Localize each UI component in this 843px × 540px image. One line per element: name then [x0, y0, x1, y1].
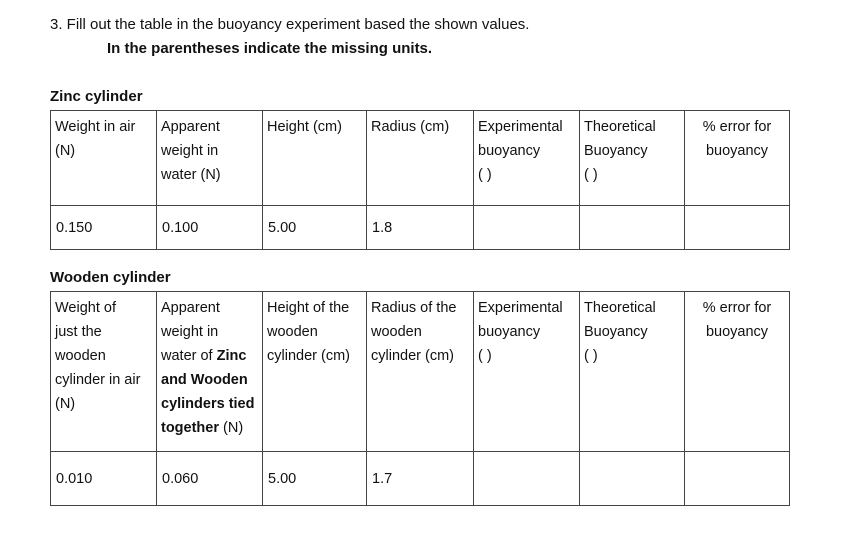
wooden-percent-error-cell[interactable]	[685, 452, 790, 506]
wooden-header-radius: Radius of the wooden cylinder (cm)	[367, 292, 474, 452]
zinc-header-height: Height (cm)	[263, 111, 367, 206]
wooden-header-apparent-weight: Apparent weight in water of Zinc and Wooden cylinders tied together (N)	[157, 292, 263, 452]
zinc-header-radius: Radius (cm)	[367, 111, 474, 206]
zinc-header-weight-air: Weight in air (N)	[51, 111, 157, 206]
wooden-radius-value: 1.7	[367, 452, 474, 506]
zinc-experimental-buoyancy-cell[interactable]	[474, 206, 580, 250]
zinc-header-row	[51, 111, 790, 206]
zinc-radius-value: 1.8	[367, 206, 474, 250]
wooden-apparent-weight-value: 0.060	[157, 452, 263, 506]
wooden-height-value: 5.00	[263, 452, 367, 506]
zinc-theoretical-buoyancy-cell[interactable]	[580, 206, 685, 250]
wooden-theoretical-buoyancy-cell[interactable]	[580, 452, 685, 506]
wooden-header-weight-air: Weight of just the wooden cylinder in air (N)	[51, 292, 157, 452]
zinc-height-value: 5.00	[263, 206, 367, 250]
wooden-weight-air-value: 0.010	[51, 452, 157, 506]
question-instruction: In the parentheses indicate the missing units.	[107, 40, 433, 57]
wooden-experimental-buoyancy-cell[interactable]	[474, 452, 580, 506]
zinc-percent-error-cell[interactable]	[685, 206, 790, 250]
zinc-header-percent-error: % error for buoyancy	[685, 111, 790, 206]
wooden-header-height: Height of the wooden cylinder (cm)	[263, 292, 367, 452]
wooden-header-row	[51, 292, 790, 452]
wooden-table	[50, 291, 790, 506]
zinc-header-experimental-buoyancy: Experimental buoyancy ( )	[474, 111, 580, 206]
zinc-cylinder-label: Zinc cylinder	[50, 88, 143, 105]
wooden-data-row	[51, 452, 790, 506]
wooden-cylinder-label: Wooden cylinder	[50, 269, 171, 286]
zinc-header-theoretical-buoyancy: Theoretical Buoyancy ( )	[580, 111, 685, 206]
zinc-weight-air-value: 0.150	[51, 206, 157, 250]
zinc-apparent-weight-value: 0.100	[157, 206, 263, 250]
wooden-header-theoretical-buoyancy: Theoretical Buoyancy ( )	[580, 292, 685, 452]
zinc-header-apparent-weight: Apparent weight in water (N)	[157, 111, 263, 206]
question-title: 3. Fill out the table in the buoyancy experiment based the shown values.	[50, 16, 530, 33]
zinc-data-row	[51, 206, 790, 250]
wooden-header-experimental-buoyancy: Experimental buoyancy ( )	[474, 292, 580, 452]
wooden-header-percent-error: % error for buoyancy	[685, 292, 790, 452]
zinc-table	[50, 110, 790, 250]
